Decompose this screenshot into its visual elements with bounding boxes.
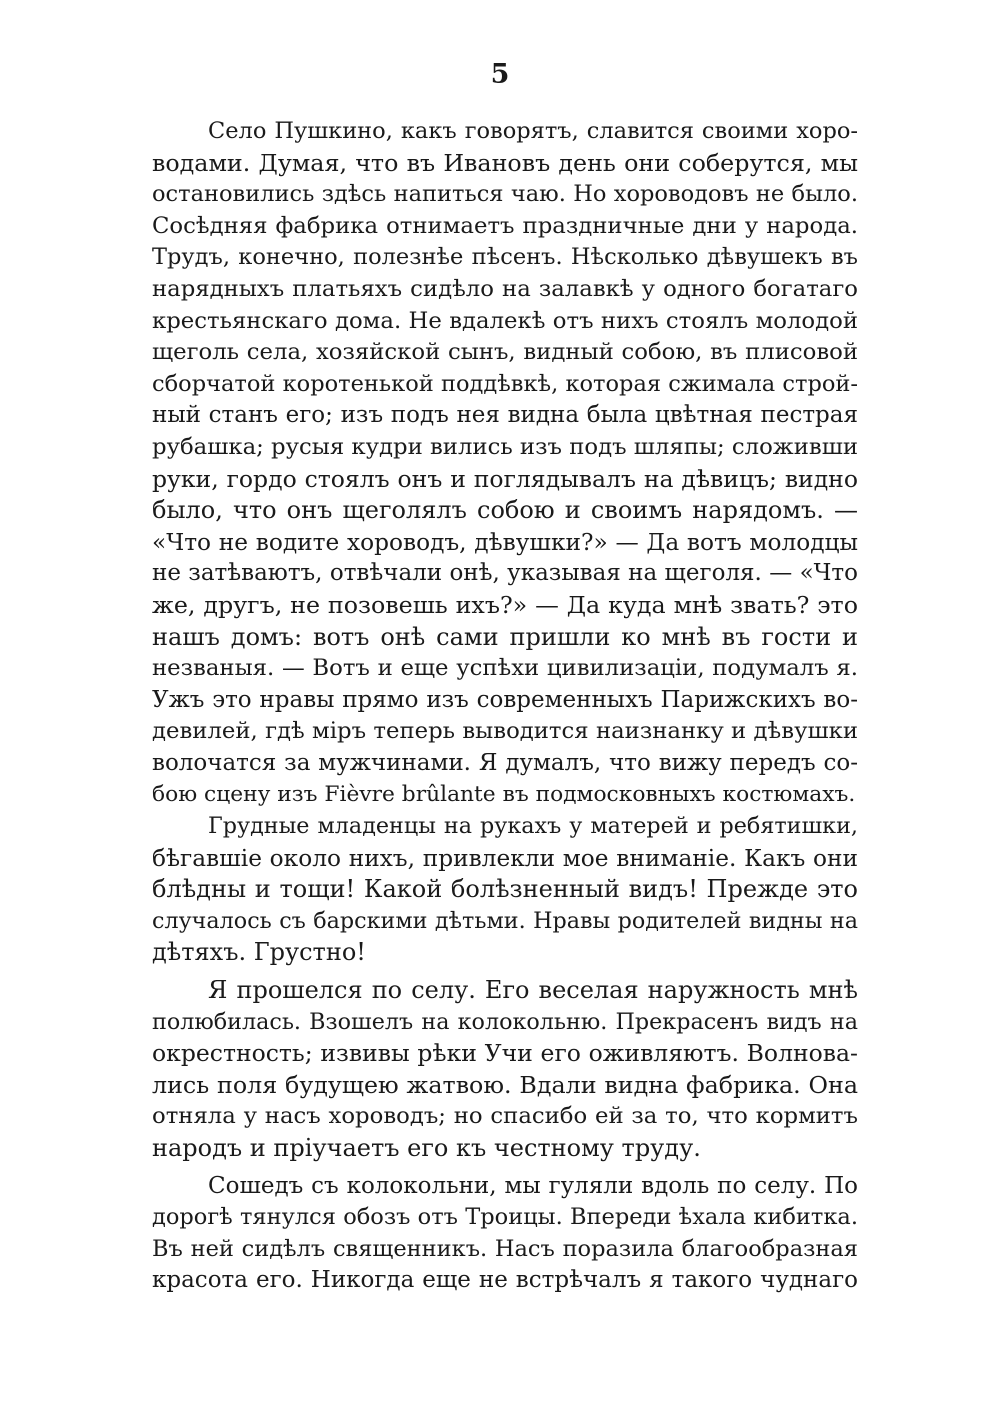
text-line: Я прошелся по селу. Его веселая наружность мнѣ [208,976,858,1005]
text-line: Ужъ это нравы прямо изъ современныхъ Парижскихъ во- [152,686,858,713]
text-line: блѣдны и тощи! Какой болѣзненный видъ! Прежде это [152,875,858,904]
text-line: руки, гордо стоялъ онъ и поглядывалъ на дѣвицъ; видно [152,464,858,493]
text-line: сборчатой коротенькой поддѣвкѣ, которая сжимала строй- [152,370,858,397]
text-line: нашъ домъ: вотъ онѣ сами пришли ко мнѣ въ гости и [152,622,858,651]
text-line: лись поля будущею жатвою. Вдали видна фабрика. Она [152,1070,858,1099]
text-line: дѣтяхъ. Грустно! [152,938,366,967]
text-line: незваныя. — Вотъ и еще успѣхи цивилизаціи, подумалъ я. [152,655,858,682]
paragraph-2 [152,811,858,969]
text-line: окрестность; извивы рѣки Учи его оживляютъ. Волнова- [152,1039,858,1068]
text-line: полюбилась. Взошелъ на колокольню. Прекрасенъ видъ на [152,1008,858,1035]
text-line: же, другъ, не позовешь ихъ?» — Да куда мнѣ звать? это [152,590,858,619]
text-line: девилей, гдѣ міръ теперь выводится наизнанку и дѣвушки [152,718,858,745]
text-line: волочатся за мужчинами. Я думалъ, что вижу передъ со- [152,749,858,776]
text-line: Село Пушкино, какъ говорятъ, славится своими хоро- [208,118,858,144]
text-line: щеголь села, хозяйской сынъ, видный собою, въ плисовой [152,339,858,366]
paragraph-3 [152,975,858,1165]
text-line: красота его. Никогда еще не встрѣчалъ я такого чуднаго [152,1267,858,1294]
text-line: не затѣваютъ, отвѣчали онѣ, указывая на щеголя. — «Что [152,560,858,587]
text-line: «Что не водите хороводъ, дѣвушки?» — Да вотъ молодцы [152,528,858,556]
text-line: народъ и пріучаетъ его къ честному труду. [152,1134,701,1162]
paragraph-4 [152,1171,858,1297]
text-line: отняла у насъ хороводъ; но спасибо ей за то, что кормитъ [152,1103,858,1130]
text-line: Грудные младенцы на рукахъ у матерей и ребятишки, [208,813,858,840]
text-line: крестьянскаго дома. Не вдалекѣ отъ нихъ стоялъ молодой [152,307,858,334]
text-line: остановились здѣсь напиться чаю. Но хороводовъ не было. [152,181,858,208]
text-line: Въ ней сидѣлъ священникъ. Насъ поразила благообразная [152,1235,858,1262]
text-line: случалось съ барскими дѣтьми. Нравы родителей видны на [152,907,858,934]
text-line: нарядныхъ платьяхъ сидѣло на залавкѣ у одного богатаго [152,275,858,302]
text-line: Сошедъ съ колокольни, мы гуляли вдоль по селу. По [208,1172,858,1199]
text-line: Трудъ, конечно, полезнѣе пѣсенъ. Нѣсколько дѣвушекъ въ [152,244,858,271]
text-line: рубашка; русыя кудри вились изъ подъ шляпы; сложивши [152,433,859,460]
paragraph-1 [152,116,858,811]
text-line: водами. Думая, что въ Ивановъ день они соберутся, мы [152,148,858,177]
text-line: бою сцену изъ Fièvre brûlante въ подмосковныхъ костюмахъ. [152,782,856,808]
text-line: было, что онъ щеголялъ собою и своимъ нарядомъ. — [152,496,858,525]
text-line: бѣгавшіе около нихъ, привлекли мое вниманіе. Какъ они [152,844,858,872]
text-line: ный станъ его; изъ подъ нея видна была цвѣтная пестрая [152,402,858,429]
text-line: Сосѣдняя фабрика отнимаетъ праздничные дни у народа. [152,212,858,239]
page-number: 5 [490,59,510,90]
text-line: дорогѣ тянулся обозъ отъ Троицы. Впереди ѣхала кибитка. [152,1204,858,1231]
body-text [152,116,858,1297]
